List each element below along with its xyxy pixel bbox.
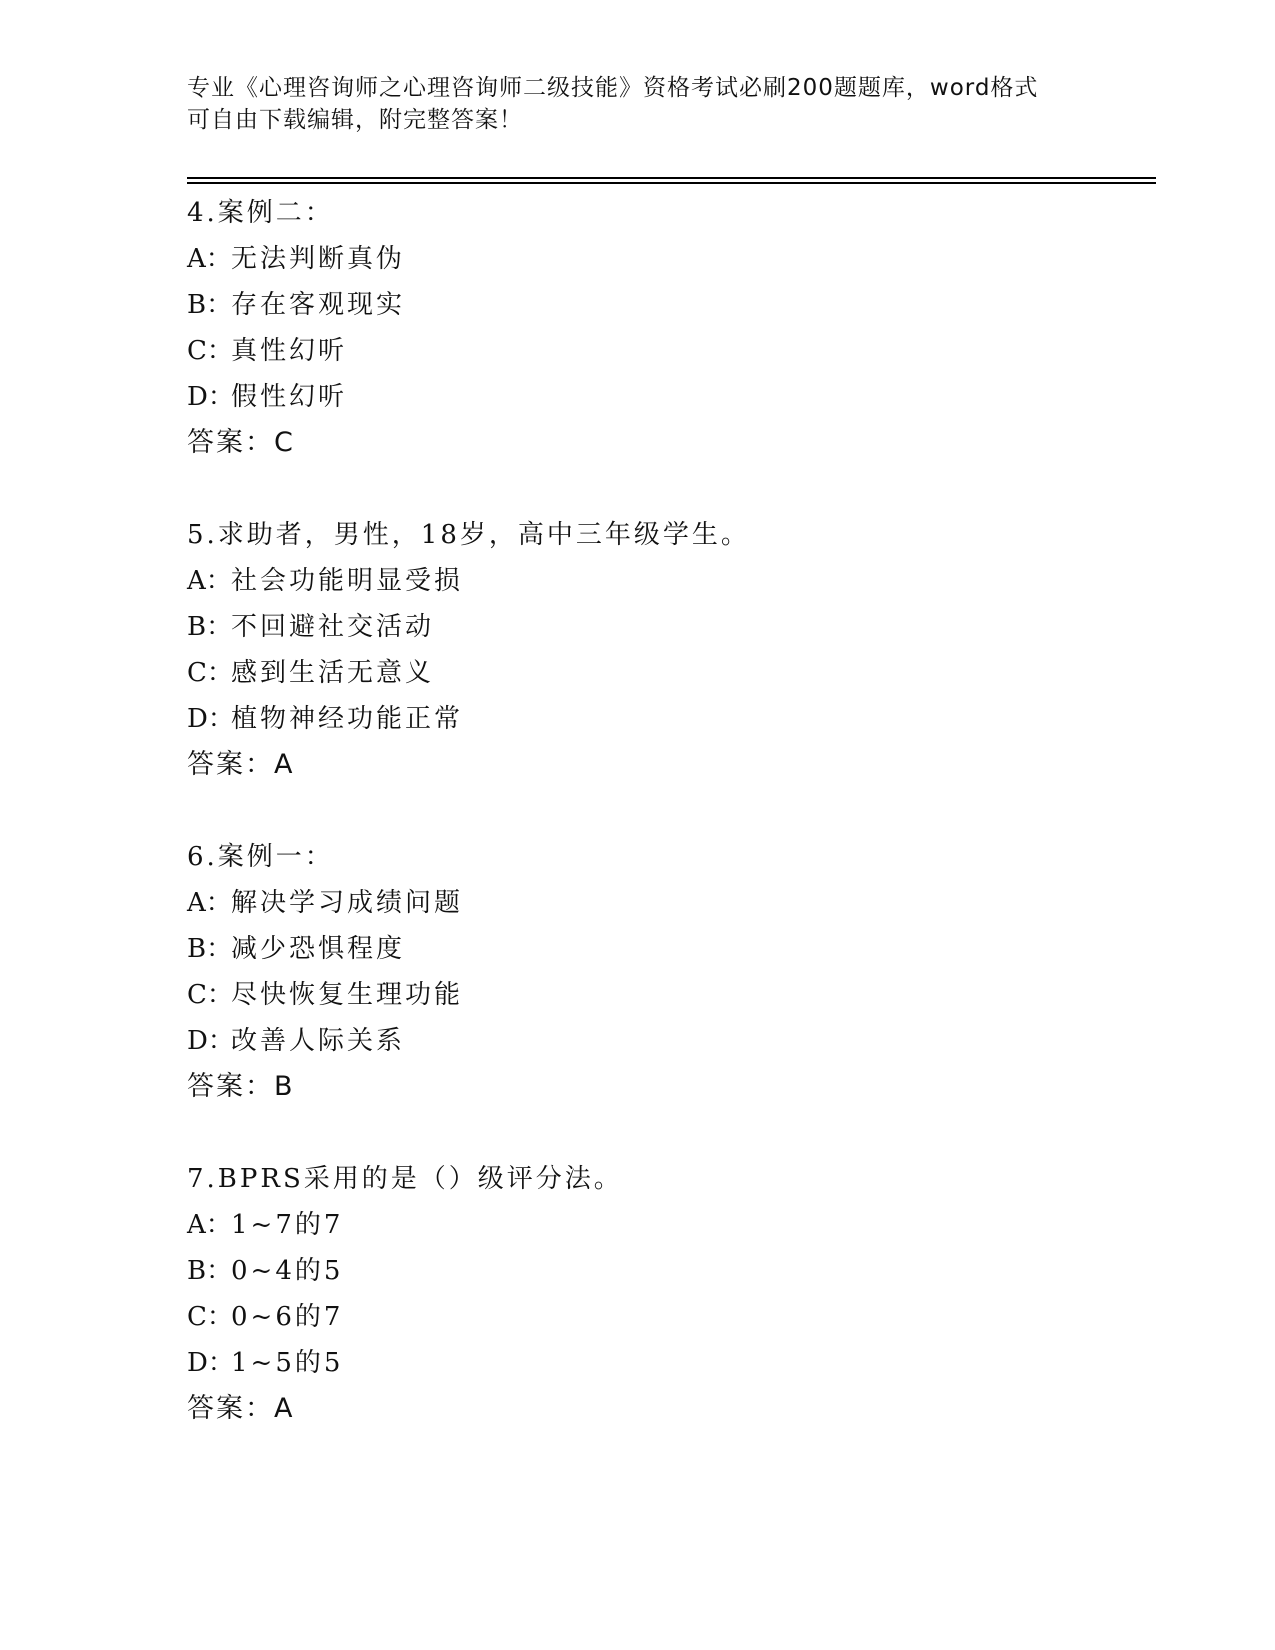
option-b xyxy=(187,1248,1147,1294)
option-key: B： xyxy=(187,290,233,320)
answer-line: 答案：A xyxy=(187,749,295,780)
option-text: 1~5的5 xyxy=(231,1348,344,1378)
option-d xyxy=(187,374,1147,420)
header-line-2: 可自由下载编辑，附完整答案！ xyxy=(187,107,523,133)
option-key: D： xyxy=(187,1348,234,1378)
option-text: 解决学习成绩问题 xyxy=(231,888,464,918)
question-stem: 5.求助者，男性，18岁，高中三年级学生。 xyxy=(187,520,750,550)
header-divider-bottom xyxy=(187,182,1156,184)
question-list xyxy=(187,190,1147,1478)
option-key: B： xyxy=(187,934,233,964)
option-b xyxy=(187,604,1147,650)
document-header xyxy=(187,72,1087,136)
option-c xyxy=(187,1294,1147,1340)
option-key: D： xyxy=(187,382,234,412)
option-text: 感到生活无意义 xyxy=(231,658,435,688)
header-divider-top xyxy=(187,177,1156,179)
option-c xyxy=(187,328,1147,374)
option-c xyxy=(187,972,1147,1018)
option-key: C： xyxy=(187,336,233,366)
question-stem: 4.案例二： xyxy=(187,198,334,228)
option-text: 植物神经功能正常 xyxy=(231,704,464,734)
question-stem: 6.案例一： xyxy=(187,842,334,872)
option-c xyxy=(187,650,1147,696)
option-key: C： xyxy=(187,1302,233,1332)
option-a xyxy=(187,880,1147,926)
option-text: 0~4的5 xyxy=(231,1256,344,1286)
option-key: C： xyxy=(187,980,233,1010)
option-b xyxy=(187,282,1147,328)
option-a xyxy=(187,236,1147,282)
option-text: 存在客观现实 xyxy=(231,290,406,320)
option-key: A： xyxy=(187,566,232,596)
question-stem: 7.BPRS采用的是（）级评分法。 xyxy=(187,1164,623,1194)
option-key: A： xyxy=(187,888,232,918)
option-d xyxy=(187,1340,1147,1386)
header-line-1: 专业《心理咨询师之心理咨询师二级技能》资格考试必刷200题题库，word格式 xyxy=(187,75,1039,101)
option-d xyxy=(187,696,1147,742)
option-text: 0~6的7 xyxy=(231,1302,344,1332)
question-item xyxy=(187,1156,1147,1432)
option-key: A： xyxy=(187,1210,232,1240)
answer-line: 答案：B xyxy=(187,1071,295,1102)
option-text: 无法判断真伪 xyxy=(231,244,406,274)
option-key: D： xyxy=(187,1026,234,1056)
option-text: 尽快恢复生理功能 xyxy=(231,980,464,1010)
question-item xyxy=(187,512,1147,788)
option-key: C： xyxy=(187,658,233,688)
option-text: 不回避社交活动 xyxy=(231,612,435,642)
option-text: 改善人际关系 xyxy=(231,1026,406,1056)
option-text: 社会功能明显受损 xyxy=(231,566,464,596)
answer-line: 答案：C xyxy=(187,427,295,458)
option-key: B： xyxy=(187,612,233,642)
option-text: 假性幻听 xyxy=(231,382,348,412)
question-item xyxy=(187,190,1147,466)
option-text: 1~7的7 xyxy=(231,1210,344,1240)
option-text: 减少恐惧程度 xyxy=(231,934,406,964)
option-key: D： xyxy=(187,704,234,734)
question-item xyxy=(187,834,1147,1110)
option-key: A： xyxy=(187,244,232,274)
option-a xyxy=(187,558,1147,604)
answer-line: 答案：A xyxy=(187,1393,295,1424)
option-a xyxy=(187,1202,1147,1248)
option-key: B： xyxy=(187,1256,233,1286)
option-b xyxy=(187,926,1147,972)
option-d xyxy=(187,1018,1147,1064)
option-text: 真性幻听 xyxy=(231,336,348,366)
